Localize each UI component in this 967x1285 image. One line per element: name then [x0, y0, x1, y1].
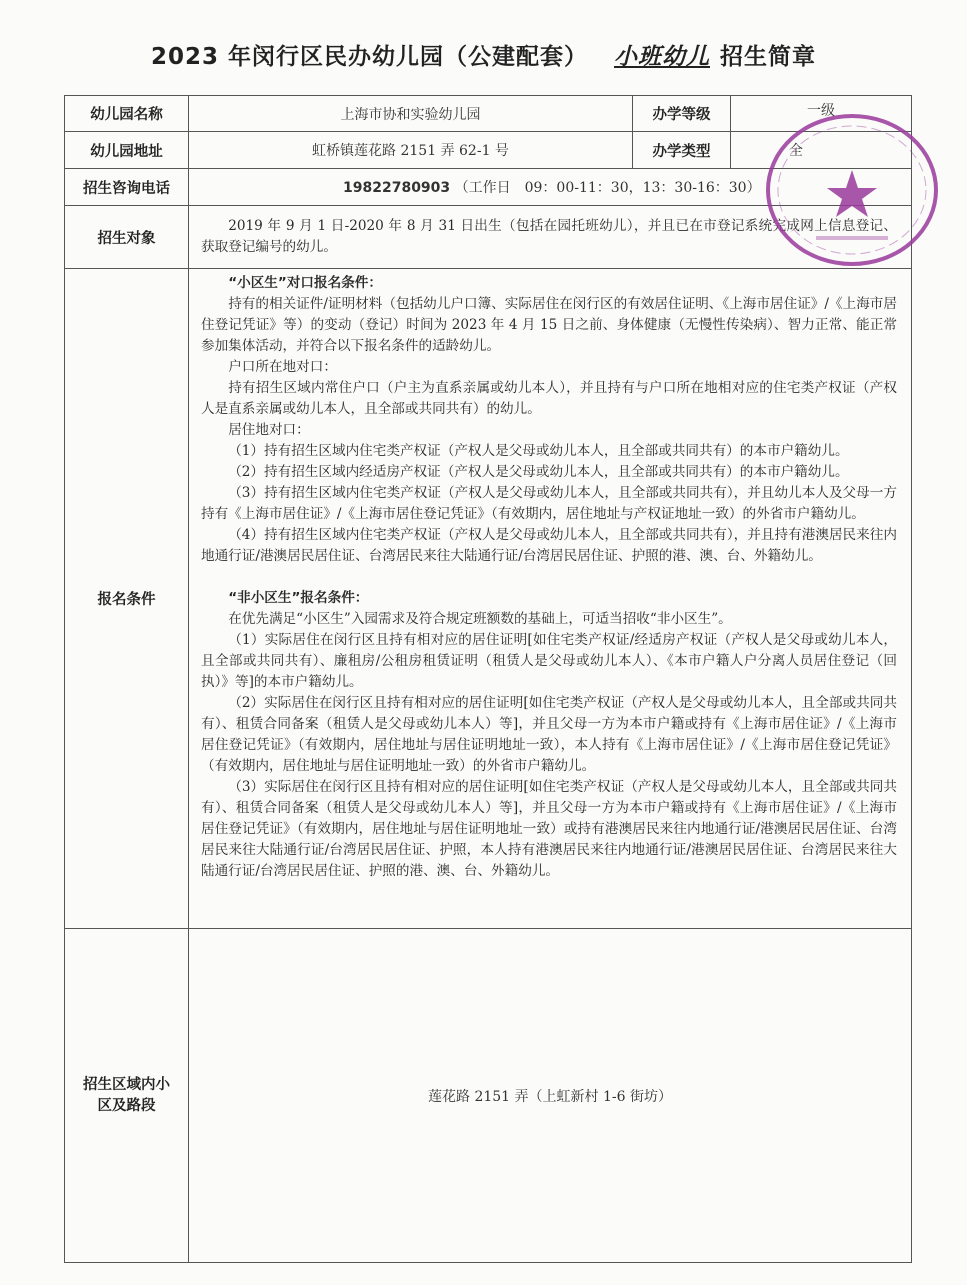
phone-number: 19822780903 — [343, 180, 451, 196]
condition-paragraph: 居住地对口： — [228, 422, 310, 438]
title-class: 小班幼儿 — [614, 44, 711, 70]
condition-paragraph: 在优先满足“小区生”入园需求及符合规定班额数的基础上，可适当招收“非小区生”。 — [228, 611, 732, 627]
condition-paragraph: 持有招生区域内常住户口（户主为直系亲属或幼儿本人），并且持有与户口所在地相对应的住宅类产权证（产权人是直系亲属或幼儿本人，且全部或共同共有）的幼儿。 — [201, 380, 897, 417]
area-label: 招生区域内小区及路段 — [65, 929, 189, 1263]
condition-paragraph: （2）持有招生区域内经适房产权证（产权人是父母或幼儿本人，且全部或共同共有）的本市户籍幼儿。 — [228, 464, 849, 480]
phone-hours: （工作日 09：00-11：30，13：30-16：30） — [454, 180, 761, 196]
condition-paragraph: （3）实际居住在闵行区且持有相对应的居住证明[如住宅类产权证（产权人是父母或幼儿本人，且全部或共同共有）、租赁合同备案（租赁人是父母或幼儿本人）等]，并且父母一方为本市户籍或持有《上海市居住证》/《上海市居住登记凭证》（有效期内，居住地址与居住证明地址一致）或持有港澳居民来往内地通行证/港澳居民居住证、台湾居民来往大陆通行证/台湾居民居住证、护照，本人持有港澳居民来往内地通行证/港澳居民居住证、台湾居民来往大陆通行证/台湾居民居住证、护照的港、澳、台、外籍幼儿。 — [201, 779, 897, 879]
enrollment-table — [64, 95, 912, 1263]
condition-paragraph: 持有的相关证件/证明材料（包括幼儿户口簿、实际居住在闵行区的有效居住证明、《上海市居住证》/《上海市居住登记凭证》等）的变动（登记）时间为 2023 年 4 月 15 日之前、身体健康（无慢性传染病）、智力正常、能正常参加集体活动，并符合以下报名条件的适龄幼儿。 — [201, 296, 897, 354]
condition-paragraph: （3）持有招生区域内住宅类产权证（产权人是父母或幼儿本人，且全部或共同共有），并且幼儿本人及父母一方持有《上海市居住证》/《上海市居住登记凭证》（有效期内，居住地址与产权证地址一致）的外省市户籍幼儿。 — [201, 485, 897, 522]
address-label: 幼儿园地址 — [65, 132, 189, 169]
condition-paragraph: （2）实际居住在闵行区且持有相对应的居住证明[如住宅类产权证（产权人是父母或幼儿本人，且全部或共同共有）、租赁合同备案（租赁人是父母或幼儿本人）等]，并且父母一方为本市户籍或持有《上海市居住证》/《上海市居住登记凭证》（有效期内，居住地址与居住证明地址一致），本人持有《上海市居住证》/《上海市居住登记凭证》（有效期内，居住地址与居住证明地址一致）的外省市户籍幼儿。 — [201, 695, 897, 774]
table-row — [65, 929, 912, 1263]
target-value: 2019 年 9 月 1 日-2020 年 8 月 31 日出生（包括在园托班幼儿），并且已在市登记系统完成网上信息登记、获取登记编号的幼儿。 — [201, 218, 897, 255]
table-row — [65, 206, 912, 269]
phone-label: 招生咨询电话 — [65, 169, 189, 206]
area-value: 莲花路 2151 弄（上虹新村 1-6 街坊） — [189, 929, 912, 1263]
condition-paragraph: 户口所在地对口： — [228, 359, 337, 375]
condition-heading: “小区生”对口报名条件： — [228, 275, 382, 291]
table-row — [65, 132, 912, 169]
title-suffix: 招生简章 — [720, 44, 817, 70]
conditions-text — [189, 269, 912, 929]
table-row — [65, 169, 912, 206]
table-row — [65, 269, 912, 929]
type-value: 全 — [731, 132, 912, 169]
title-prefix: 2023 年闵行区民办幼儿园（公建配套） — [150, 44, 589, 70]
level-label: 办学等级 — [633, 96, 731, 132]
level-value: 一级 — [731, 96, 912, 132]
condition-heading: “非小区生”报名条件： — [228, 590, 369, 606]
condition-paragraph: （1）持有招生区域内住宅类产权证（产权人是父母或幼儿本人，且全部或共同共有）的本市户籍幼儿。 — [228, 443, 849, 459]
table-row — [65, 96, 912, 132]
page-title — [0, 38, 967, 71]
conditions-label: 报名条件 — [65, 269, 189, 929]
name-value: 上海市协和实验幼儿园 — [189, 96, 633, 132]
address-value: 虹桥镇莲花路 2151 弄 62-1 号 — [189, 132, 633, 169]
condition-paragraph: （1）实际居住在闵行区且持有相对应的居住证明[如住宅类产权证/经适房产权证（产权人是父母或幼儿本人，且全部或共同共有）、廉租房/公租房租赁证明（租赁人是父母或幼儿本人）、《本市户籍人户分离人员居住登记（回执）》等]的本市户籍幼儿。 — [201, 632, 897, 690]
name-label: 幼儿园名称 — [65, 96, 189, 132]
condition-paragraph: （4）持有招生区域内住宅类产权证（产权人是父母或幼儿本人，且全部或共同共有），并且持有港澳居民来往内地通行证/港澳居民居住证、台湾居民来往大陆通行证/台湾居民居住证、护照的港、澳、台、外籍幼儿。 — [201, 527, 897, 564]
type-label: 办学类型 — [633, 132, 731, 169]
target-label: 招生对象 — [65, 206, 189, 269]
